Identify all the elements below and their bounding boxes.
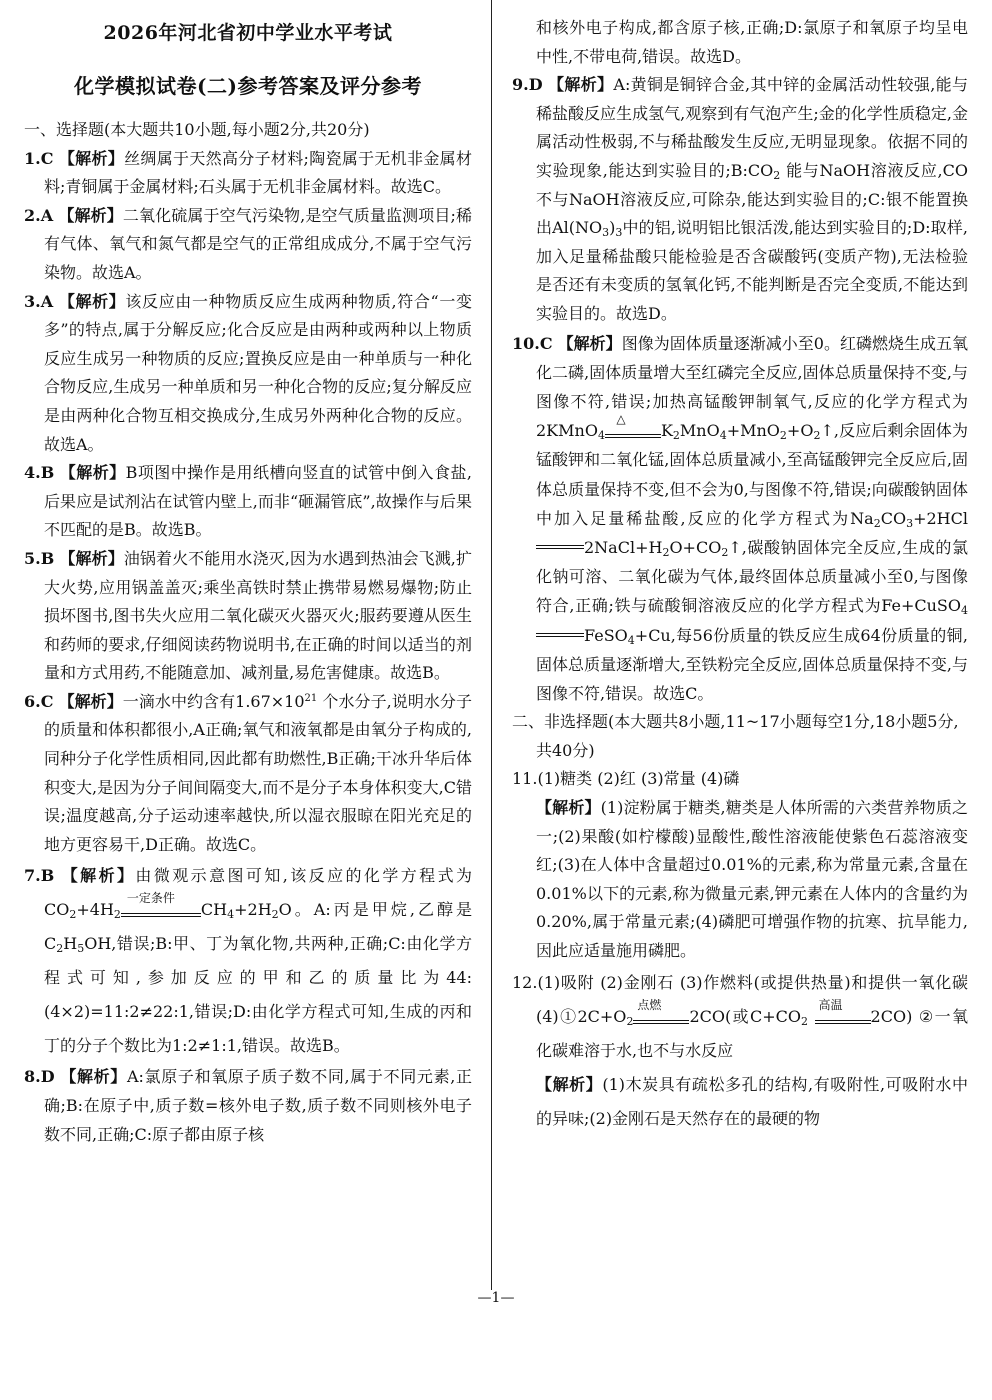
answer-label: 4.B <box>24 463 55 483</box>
answer-text: 2CO(或C+CO <box>689 1006 802 1026</box>
analysis-text: (1)淀粉属于糖类,糖类是人体所需的六类营养物质之一;(2)果酸(如柠檬酸)显酸性,酸性溶液能使紫色石蕊溶液变红;(3)在人体中含量超过0.01%的元素,称为常量元素,含量在0.01%以下的元素,称为微量元素,钾元素在人体内的含量约为0.20%,属于常量元素;(4)磷肥可增强作物的抗寒、抗旱能力,因此应适量施用磷肥。 <box>536 797 968 960</box>
exam-title: 2026年河北省初中学业水平考试 <box>103 22 393 44</box>
subscript: 2 <box>801 1014 809 1028</box>
question-3 <box>24 288 472 460</box>
subscript: 2 <box>626 1014 634 1028</box>
right-column <box>512 0 968 1136</box>
answer-label: 5.B <box>24 548 55 568</box>
question-12 <box>512 966 968 1136</box>
subscript: 4 <box>961 604 968 618</box>
equals-bar <box>536 633 584 637</box>
analysis-text: +2HCl <box>913 508 968 528</box>
condition-text: △ <box>616 412 626 427</box>
subscript: 2 <box>662 545 670 559</box>
answer-label: 6.C <box>24 691 54 711</box>
subscript: 2 <box>56 942 64 956</box>
analysis-text: (1)木炭具有疏松多孔的结构,有吸附性,可吸附水中的异味;(2)金刚石是天然存在的最硬的物 <box>536 1074 968 1128</box>
subscript: 2 <box>271 908 279 922</box>
subscript: 3 <box>906 516 914 530</box>
condition-text: 一定条件 <box>126 891 175 906</box>
question-5 <box>24 545 472 688</box>
analysis-text: MnO <box>679 421 720 441</box>
condition-text: 点燃 <box>637 997 662 1012</box>
analysis-label: 【解析】 <box>58 205 123 225</box>
reaction-condition <box>121 891 201 917</box>
analysis-text: A:氯原子和氧原子质子数不同,属于不同元素,正确;B:在原子中,质子数=核外电子数,质子数不同则核外电子数不同,正确;C:原子都由原子核 <box>44 1067 472 1144</box>
subscript: 3 <box>602 226 610 240</box>
section-heading-choice: 一、选择题(本大题共10小题,每小题2分,共20分) <box>24 120 370 139</box>
subscript: 4 <box>597 429 605 443</box>
subscript: 2 <box>873 516 881 530</box>
analysis-label: 【解析】 <box>59 548 124 568</box>
subscript: 2 <box>773 168 781 182</box>
analysis-text: O。A:丙是甲烷,乙醇是C <box>44 900 472 954</box>
column-divider <box>491 0 492 1290</box>
analysis-text: 由微观示意图可知,该反应的化学方程式为CO <box>44 866 472 920</box>
answer-label: 9.D <box>512 75 543 95</box>
subscript: 3 <box>615 226 623 240</box>
analysis-text: B项图中操作是用纸槽向竖直的试管中倒入食盐,后果应是试剂沾在试管内壁上,而非“砸漏管底”,故操作与后果不匹配的是B。故选B。 <box>44 463 472 540</box>
subscript: 2 <box>813 429 821 443</box>
analysis-text: 丝绸属于天然高分子材料;陶瓷属于无机非金属材料;青铜属于金属材料;石头属于无机非金属材料。故选C。 <box>44 148 472 197</box>
analysis-text: O+CO <box>669 537 722 557</box>
equals-bar <box>536 545 584 549</box>
analysis-text: 图像为固体质量逐渐减小至0。红磷燃烧生成五氧化二磷,固体质量增大至红磷完全反应,固体总质量保持不变,与图像不符,错误;加热高锰酸钾制氧气,反应的化学方程式为2KMnO <box>536 333 968 441</box>
analysis-text: 一滴水中约含有1.67×10 <box>122 691 305 711</box>
section-heading-nonchoice: 二、非选择题(本大题共8小题,11~17小题每空1分,18小题5分,共40分) <box>512 712 959 760</box>
subscript: 4 <box>627 633 635 647</box>
question-9 <box>512 71 968 328</box>
reaction-condition <box>605 412 661 438</box>
subscript: 2 <box>779 429 787 443</box>
subscript: 4 <box>719 429 727 443</box>
analysis-text: 个水分子,说明水分子的质量和体积都很小,A正确;氧气和液氧都是由氧分子构成的,同种分子化学性质相同,因此都有助燃性,B正确;干冰升华后体积变大,是因为分子间间隔变大,而不是分子本身体积变大,C错误;温度越高,分子运动速率越快,所以湿衣服晾在阳光充足的地方更容易干,D正确。故选C。 <box>44 691 472 854</box>
answer-label: 10.C <box>512 333 553 353</box>
question-number: 11. <box>512 769 538 789</box>
analysis-label: 【解析】 <box>536 1074 603 1094</box>
analysis-text: 2NaCl+H <box>584 537 663 557</box>
analysis-text: +2H <box>234 900 272 920</box>
condition-text: 高温 <box>818 997 843 1012</box>
answer-label: 3.A <box>24 291 54 311</box>
subscript: 2 <box>672 429 680 443</box>
analysis-label: 【解析】 <box>58 291 126 311</box>
equals-bar <box>121 913 201 917</box>
analysis-text: +Cu,每56份质量的铁反应生成64份质量的铜,固体总质量逐渐增大,至铁粉完全反应,固体总质量保持不变,与图像不符,错误。故选C。 <box>536 625 968 703</box>
reaction-condition <box>815 997 871 1024</box>
analysis-label: 【解析】 <box>59 463 126 483</box>
exam-subtitle: 化学模拟试卷(二)参考答案及评分参考 <box>74 74 422 98</box>
answer-text: (1)吸附 (2)金刚石 (3)作燃料(或提供热量)和提供一氧化碳 (4)①2C+O <box>536 972 968 1026</box>
analysis-text: FeSO <box>584 625 628 645</box>
reaction-condition <box>633 997 689 1024</box>
analysis-text: 油锅着火不能用水浇灭,因为水遇到热油会飞溅,扩大火势,应用锅盖盖灭;乘坐高铁时禁止携带易燃易爆物;防止损坏图书,图书失火应用二氧化碳灭火器灭火;服药要遵从医生和药师的要求,仔细阅读药物说明书,在正确的时间以适当的剂量和方式用药,不能随意加、减剂量,易危害健康。故选B。 <box>44 548 472 683</box>
analysis-text: ↑,反应后剩余固体为锰酸钾和二氧化锰,固体总质量减小,至高锰酸钾完全反应后,固体总质量保持不变,但不会为0,与图像不符,错误;向碳酸钠固体中加入足量稀盐酸,反应的化学方程式为Na <box>536 421 968 528</box>
analysis-text: 中的铝,说明铝比银活泼,能达到实验目的;D:取样,加入足量稀盐酸只能检验是否含碳酸钙(变质产物),无法检验是否还有未变质的氢氧化钙,不能判断是否完全变质,不能达到实验目的。故选D。 <box>536 218 968 323</box>
analysis-text: CH <box>200 900 228 920</box>
analysis-text: CO <box>880 508 907 528</box>
analysis-text: +O <box>786 421 814 441</box>
superscript: 21 <box>304 692 318 704</box>
question-8 <box>24 1063 472 1149</box>
analysis-label: 【解析】 <box>58 148 125 168</box>
answer-label: 1.C <box>24 148 54 168</box>
analysis-label: 【解析】 <box>557 333 622 353</box>
analysis-label: 【解析】 <box>60 1067 127 1087</box>
left-column <box>24 0 472 1149</box>
analysis-text: 该反应由一种物质反应生成两种物质,符合“一变多”的特点,属于分解反应;化合反应是由两种或两种以上物质反应生成另一种物质的反应;置换反应是由一种单质与一种化合物反应,生成另一种单质和另一种化合物的反应;复分解反应是由两种化合物互相交换成分,生成另外两种化合物的反应。故选A。 <box>44 291 472 454</box>
equals-bar <box>633 1020 689 1024</box>
analysis-text: K <box>660 421 673 441</box>
subscript: 2 <box>113 908 121 922</box>
answer-text: (1)糖类 (2)红 (3)常量 (4)磷 <box>537 769 740 789</box>
question-10 <box>512 329 968 709</box>
question-4 <box>24 459 472 545</box>
page-number: —1— <box>477 1290 515 1306</box>
analysis-text: OH,错误;B:甲、丁为氧化物,共两种,正确;C:由化学方程式可知,参加反应的甲和乙的质量比为44:(4×2)=11:2≠22:1,错误;D:由化学方程式可知,生成的丙和丁的分子个数比为1:2≠1:1,错误。故选B。 <box>44 934 472 1056</box>
analysis-text: H <box>63 934 78 954</box>
analysis-text: 二氧化硫属于空气污染物,是空气质量监测项目;稀有气体、氧气和氮气都是空气的正常组成成分,不属于空气污染物。故选A。 <box>44 205 472 282</box>
subscript: 2 <box>69 908 77 922</box>
question-2 <box>24 202 472 288</box>
analysis-text: 能与NaOH溶液反应,CO不与NaOH溶液反应,可除杂,能达到实验目的;C:银不能置换出Al(NO <box>536 160 968 238</box>
analysis-text: A:黄铜是铜锌合金,其中锌的金属活动性较强,能与稀盐酸反应生成氢气,观察到有气泡产生;金的化学性质稳定,金属活动性极弱,不与稀盐酸发生反应,无明显现象。依据不同的实验现象,能达到实验目的;B:CO <box>536 75 968 180</box>
equals-bar <box>605 434 661 438</box>
analysis-label: 【解析】 <box>536 797 601 817</box>
subscript: 5 <box>77 942 85 956</box>
answer-label: 8.D <box>24 1067 55 1087</box>
analysis-text: +4H <box>76 900 114 920</box>
question-6 <box>24 688 472 860</box>
subscript: 2 <box>721 545 729 559</box>
equals-bar <box>815 1020 871 1024</box>
question-number: 12. <box>512 972 538 992</box>
answer-text: 2CO) ②一氧化碳难溶于水,也不与水反应 <box>536 1006 968 1060</box>
answer-label: 7.B <box>24 866 55 886</box>
subscript: 4 <box>227 908 235 922</box>
answer-label: 2.A <box>24 205 54 225</box>
analysis-text: +MnO <box>726 421 780 441</box>
question-8-continued: 和核外电子构成,都含原子核,正确;D:氯原子和氧原子均呈电中性,不带电荷,错误。故选D。 <box>536 18 968 66</box>
analysis-label: 【解析】 <box>548 75 614 95</box>
analysis-text: ↑,碳酸钠固体完全反应,生成的氯化钠可溶、二氧化碳为气体,最终固体总质量减小至0,与图像符合,正确;铁与硫酸铜溶液反应的化学方程式为Fe+CuSO <box>536 537 968 616</box>
analysis-text: ) <box>609 218 616 238</box>
question-7 <box>24 859 472 1063</box>
question-1 <box>24 145 472 202</box>
question-11 <box>512 765 968 965</box>
analysis-label: 【解析】 <box>61 866 136 886</box>
analysis-label: 【解析】 <box>58 691 123 711</box>
